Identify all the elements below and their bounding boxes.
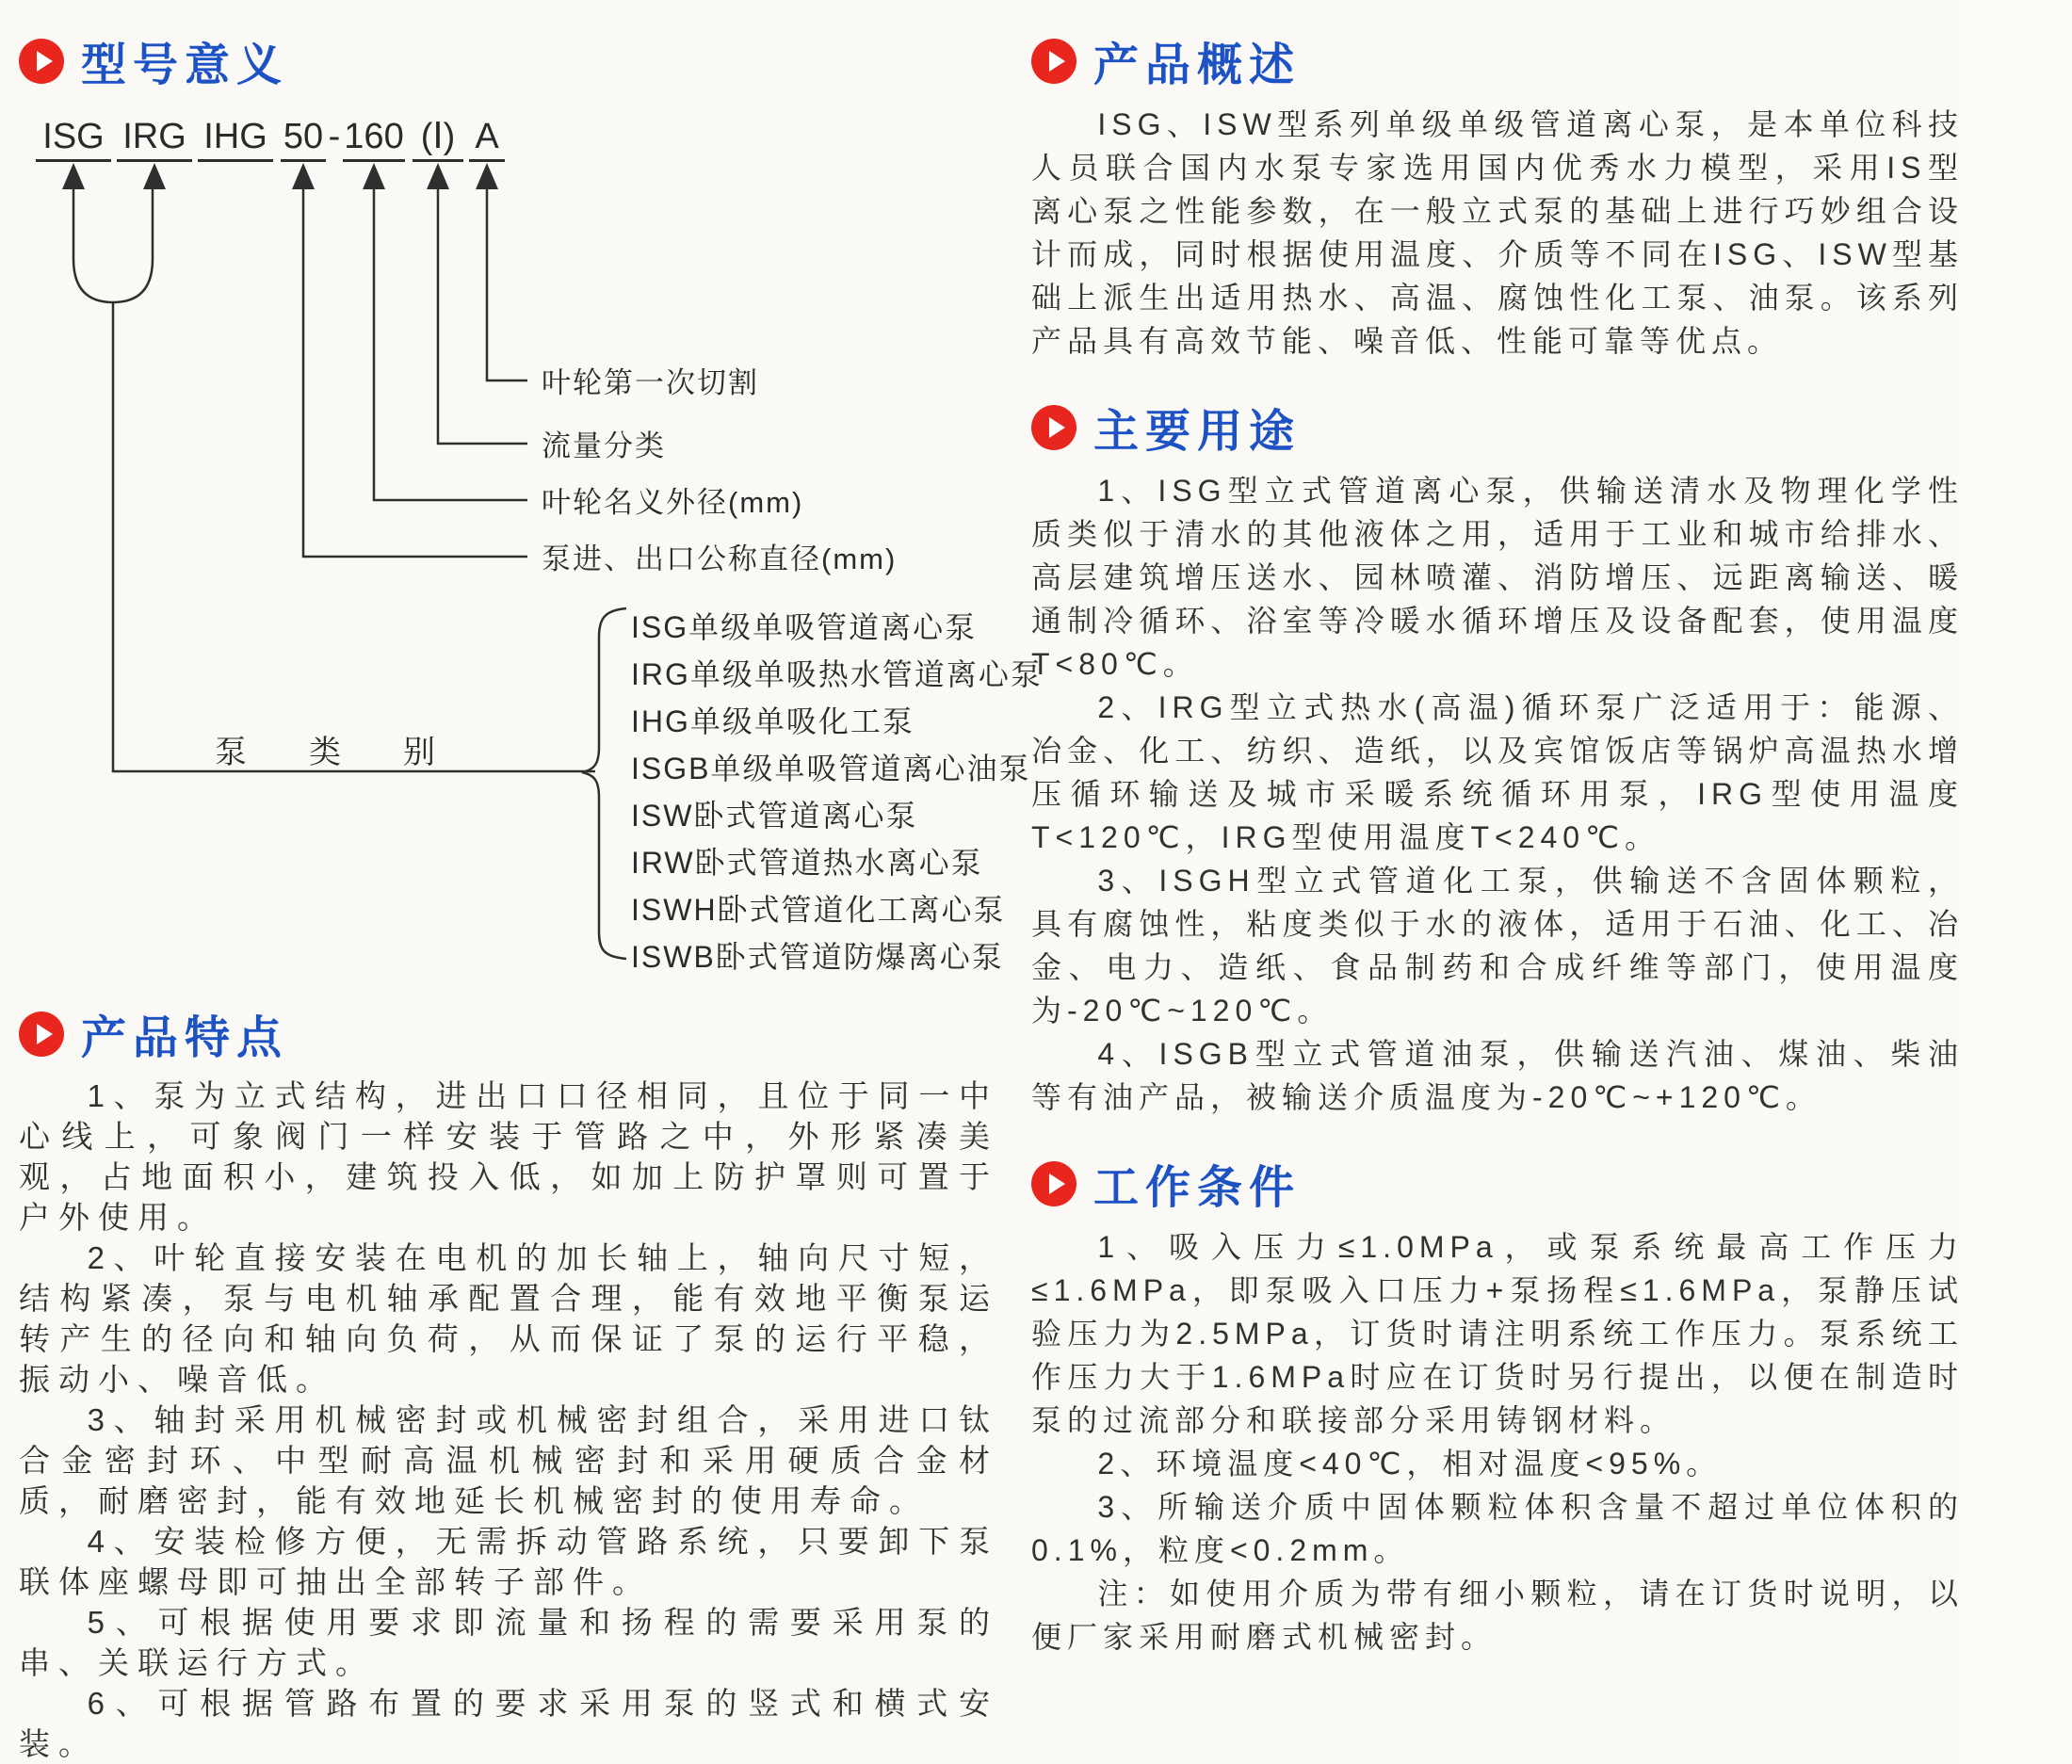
triangle-icon <box>1049 51 1065 72</box>
pump-type-item: IRG单级单吸热水管道离心泵 <box>631 657 1043 691</box>
arrow-up-icon <box>363 163 385 189</box>
triangle-icon <box>1049 417 1065 438</box>
feature-paragraph: 4、安装检修方便，无需拆动管路系统，只要卸下泵联体座螺母即可抽出全部转子部件。 <box>19 1524 998 1599</box>
callout-label: 流量分类 <box>542 429 666 462</box>
pump-type-item: IRW卧式管道热水离心泵 <box>631 846 983 880</box>
features-title: 产品特点 <box>81 1013 289 1063</box>
arrow-up-icon <box>62 163 85 189</box>
conditions-paragraphs <box>1031 1225 1964 1659</box>
application-paragraph: 2、IRG型立式热水(高温)循环泵广泛适用于：能源、冶金、化工、纺织、造纸，以及宾馆饭店等锅炉高温热水增压循环输送及城市采暖系统循环用泵，IRG型使用温度T<120℃，IRG型使用温度T<240℃。 <box>1031 690 1964 854</box>
conditions-title: 工作条件 <box>1093 1163 1302 1213</box>
application-paragraph: 3、ISGH型立式管道化工泵，供输送不含固体颗粒，具有腐蚀性，粘度类似于水的液体，适用于石油、化工、冶金、电力、造纸、食品制药和合成纤维等部门，使用温度为-20℃~120℃。 <box>1031 864 1964 1028</box>
model-segment: IRG <box>117 116 192 162</box>
model-segment: A <box>469 116 505 162</box>
triangle-icon <box>37 1024 53 1044</box>
section-features-heading <box>19 1001 998 1066</box>
callout-line-impeller-dia <box>374 189 527 500</box>
model-segment: ISG <box>36 116 111 162</box>
arrow-up-icon <box>427 163 449 189</box>
play-badge-icon <box>1031 405 1076 450</box>
merge-curve-line <box>73 189 153 302</box>
model-segment: 160 <box>343 116 405 162</box>
pump-type-item: ISWB卧式管道防爆离心泵 <box>631 940 1004 974</box>
feature-paragraph: 3、轴封采用机械密封或机械密封组合，采用进口钛合金密封环、中型耐高温机械密封和采用硬质合金材质，耐磨密封，能有效地延长机械密封的使用寿命。 <box>19 1402 998 1518</box>
condition-paragraph: 1、吸入压力≤1.0MPa，或泵系统最高工作压力≤1.6MPa，即泵吸入口压力+泵扬程≤1.6MPa，泵静压试验压力为2.5MPa，订货时请注明系统工作压力。泵系统工作压力大于1.6MPa时应在订货时另行提出，以便在制造时泵的过流部分和联接部分采用铸钢材料。 <box>1031 1230 1964 1437</box>
model-segment: (Ⅰ) <box>413 116 463 162</box>
callout-line-first-cut <box>487 189 527 380</box>
model-segment: IHG <box>198 116 273 162</box>
play-badge-icon <box>1031 1161 1076 1206</box>
callout-line-flow-class <box>438 189 527 444</box>
features-paragraphs <box>19 1076 998 1764</box>
section-conditions-heading <box>1031 1151 1964 1216</box>
overview-paragraph: ISG、ISW型系列单级单级管道离心泵，是本单位科技人员联合国内水泵专家选用国内优秀水力模型，采用IS型离心泵之性能参数，在一般立式泵的基础上进行巧妙组合设计而成，同时根据使用温度、介质等不同在ISG、ISW型基础上派生出适用热水、高温、腐蚀性化工泵、油泵。该系列产品具有高效节能、噪音低、性能可靠等优点。 <box>1031 107 1964 358</box>
arrow-up-icon <box>143 163 166 189</box>
section-overview-heading <box>1031 28 1964 93</box>
model-title: 型号意义 <box>81 40 289 90</box>
feature-paragraph: 2、叶轮直接安装在电机的加长轴上，轴向尺寸短，结构紧凑，泵与电机轴承配置合理，能有效地平衡泵运转产生的径向和轴向负荷，从而保证了泵的运行平稳，振动小、噪音低。 <box>19 1240 998 1397</box>
overview-title: 产品概述 <box>1093 40 1302 90</box>
category-brace <box>582 608 626 959</box>
pump-type-item: ISWH卧式管道化工离心泵 <box>631 893 1006 927</box>
feature-paragraph: 5、可根据使用要求即流量和扬程的需要采用泵的串、关联运行方式。 <box>19 1605 998 1680</box>
feature-paragraph: 1、泵为立式结构，进出口口径相同，且位于同一中心线上，可象阀门一样安装于管路之中，外形紧凑美观，占地面积小，建筑投入低，如加上防护罩则可置于户外使用。 <box>19 1078 998 1235</box>
arrow-up-icon <box>292 163 315 189</box>
pump-type-item: ISW卧式管道离心泵 <box>631 799 918 833</box>
play-badge-icon <box>19 39 64 84</box>
category-connector-line <box>113 302 595 771</box>
application-paragraph: 4、ISGB型立式管道油泵，供输送汽油、煤油、柴油等有油产品，被输送介质温度为-20℃~+120℃。 <box>1031 1037 1964 1114</box>
model-designation-diagram <box>19 103 1043 979</box>
arrow-up-icon <box>476 163 498 189</box>
callout-line-port-dia <box>303 189 527 557</box>
applications-title: 主要用途 <box>1093 407 1302 457</box>
play-badge-icon <box>1031 39 1076 84</box>
triangle-icon <box>1049 1173 1065 1194</box>
triangle-icon <box>37 51 53 72</box>
condition-paragraph: 3、所输送介质中固体颗粒体积含量不超过单位体积的0.1%，粒度<0.2mm。 <box>1031 1490 1964 1567</box>
condition-paragraph: 2、环境温度<40℃，相对温度<95%。 <box>1097 1447 1723 1481</box>
left-column <box>19 15 1043 1764</box>
applications-paragraphs <box>1031 469 1964 1119</box>
callout-label: 泵进、出口公称直径(mm) <box>542 542 898 575</box>
pump-type-item: ISGB单级单吸管道离心油泵 <box>631 752 1031 785</box>
section-model-heading <box>19 28 998 93</box>
play-badge-icon <box>19 1011 64 1057</box>
right-column <box>1031 15 1964 1764</box>
callout-label: 叶轮第一次切割 <box>542 366 759 399</box>
model-segment: 50 <box>281 116 326 162</box>
callout-label: 叶轮名义外径(mm) <box>542 486 804 519</box>
pump-type-item: ISG单级单吸管道离心泵 <box>631 610 978 644</box>
pump-type-item: IHG单级单吸化工泵 <box>631 704 915 738</box>
pump-category-label: 泵类别 <box>215 735 497 770</box>
model-segment: - <box>328 117 341 156</box>
section-applications-heading <box>1031 395 1964 460</box>
condition-paragraph: 注：如使用介质为带有细小颗粒，请在订货时说明，以便厂家采用耐磨式机械密封。 <box>1031 1577 1964 1654</box>
feature-paragraph: 6、可根据管路布置的要求采用泵的竖式和横式安装。 <box>19 1686 998 1761</box>
application-paragraph: 1、ISG型立式管道离心泵，供输送清水及物理化学性质类似于清水的其他液体之用，适用于工业和城市给排水、高层建筑增压送水、园林喷灌、消防增压、远距离输送、暖通制冷循环、浴室等冷暖水循环增压及设备配套，使用温度T<80℃。 <box>1031 474 1964 681</box>
